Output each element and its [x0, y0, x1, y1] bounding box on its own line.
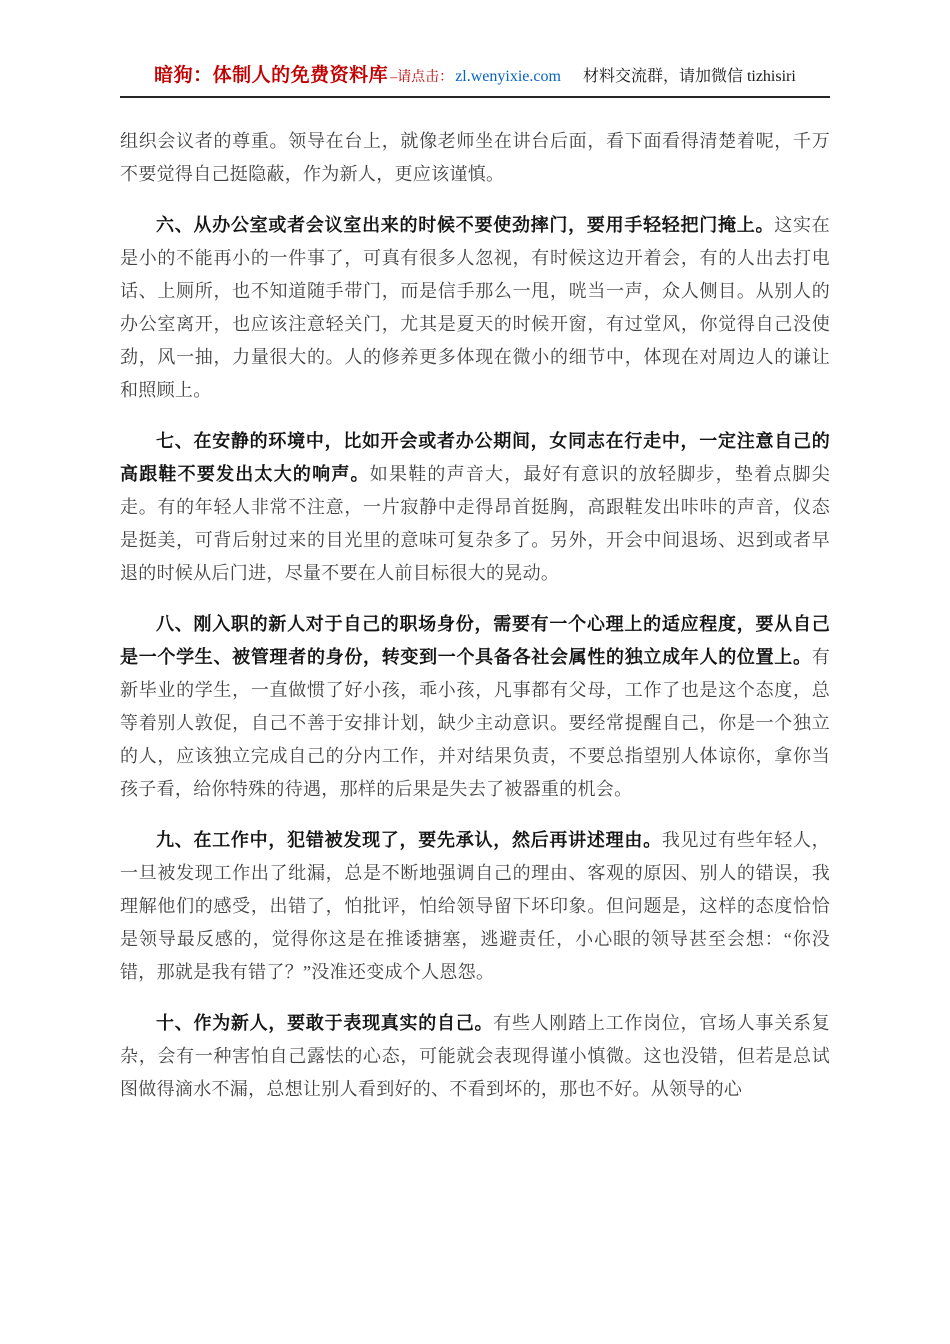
paragraph-lead: 六、从办公室或者会议室出来的时候不要使劲摔门，要用手轻轻把门掩上。	[156, 215, 775, 235]
paragraph-text: 这实在是小的不能再小的一件事了，可真有很多人忽视，有时候这边开着会，有的人出去打电话、上厕所，也不知道随手带门，而是信手那么一甩，咣当一声，众人侧目。从别人的办公室离开，也应该注意轻关门，尤其是夏天的时候开窗，有过堂风，你觉得自己没使劲，风一抽，力量很大的。人的修养更多体现在微小的细节中，体现在对周边人的谦让和照顾上。	[120, 215, 830, 400]
header-link[interactable]: zl.wenyixie.com	[455, 68, 561, 85]
paragraph-text: 如果鞋的声音大，最好有意识的放轻脚步，垫着点脚尖走。有的年轻人非常不注意，一片寂静中走得昂首挺胸，高跟鞋发出咔咔的声音，仪态是挺美，可背后射过来的目光里的意味可复杂多了。另外，开会中间退场、迟到或者早退的时候从后门进，尽量不要在人前目标很大的晃动。	[120, 464, 830, 583]
paragraph-text: 有些人刚踏上工作岗位，官场人事关系复杂，会有一种害怕自己露怯的心态，可能就会表现得谨小慎微。这也没错，但若是总试图做得滴水不漏，总想让别人看到好的、不看到坏的，那也不好。从领导的心	[120, 1013, 830, 1099]
paragraph-lead: 九、在工作中，犯错被发现了，要先承认，然后再讲述理由。	[156, 830, 662, 850]
paragraph-item-10	[120, 1007, 830, 1106]
paragraph-lead: 十、作为新人，要敢于表现真实的自己。	[156, 1013, 494, 1033]
document-content	[120, 125, 830, 1106]
paragraph-text: 组织会议者的尊重。领导在台上，就像老师坐在讲台后面，看下面看得清楚着呢，千万不要觉得自己挺隐蔽，作为新人，更应该谨慎。	[120, 131, 830, 184]
paragraph-item-6	[120, 209, 830, 407]
header-group-hint: 材料交流群，请加微信 tizhisiri	[582, 68, 796, 85]
paragraph-text: 我见过有些年轻人，一旦被发现工作出了纰漏，总是不断地强调自己的理由、客观的原因、别人的错误，我理解他们的感受，出错了，怕批评，怕给领导留下坏印象。但问题是，这样的态度恰恰是领导最反感的，觉得你这是在推诿搪塞，逃避责任，小心眼的领导甚至会想：“你没错，那就是我有错了？”没准还变成个人恩怨。	[120, 830, 830, 982]
page-header	[120, 60, 830, 96]
paragraph-item-7	[120, 425, 830, 590]
paragraph-item-8	[120, 608, 830, 806]
header-divider	[120, 96, 830, 98]
header-brand: 暗狗：体制人的免费资料库	[154, 65, 389, 86]
header-click-hint: –请点击：	[390, 70, 454, 85]
paragraph-continuation	[120, 125, 830, 191]
paragraph-item-9	[120, 824, 830, 989]
paragraph-lead: 七、在安静的环境中，比如开会或者办公期间，女同志在行走中，一定注意自己的高跟鞋不要发出太大的响声。	[120, 431, 830, 484]
paragraph-text: 有新毕业的学生，一直做惯了好小孩，乖小孩，凡事都有父母，工作了也是这个态度，总等着别人敦促，自己不善于安排计划，缺少主动意识。要经常提醒自己，你是一个独立的人，应该独立完成自己的分内工作，并对结果负责，不要总指望别人体谅你，拿你当孩子看，给你特殊的待遇，那样的后果是失去了被器重的机会。	[120, 647, 830, 799]
paragraph-lead: 八、刚入职的新人对于自己的职场身份，需要有一个心理上的适应程度，要从自己是一个学生、被管理者的身份，转变到一个具备各社会属性的独立成年人的位置上。	[120, 614, 830, 667]
